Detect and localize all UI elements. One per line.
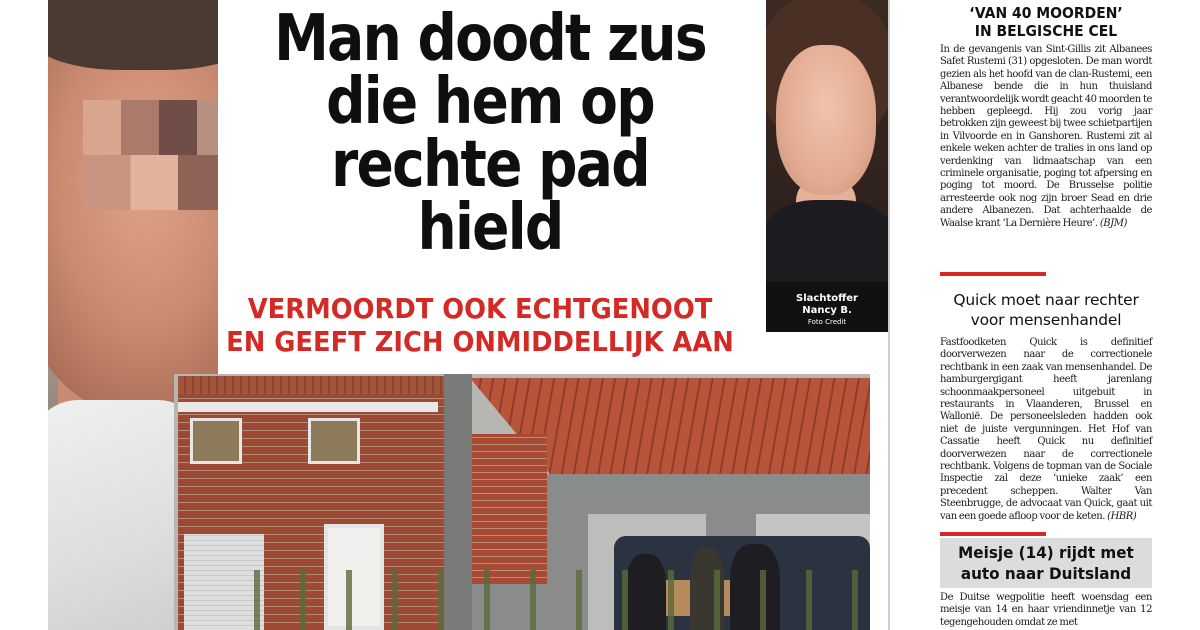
article-title: Meisje (14) rijdt met auto naar Duitsland <box>958 543 1134 583</box>
article-credit: (BJM) <box>1099 217 1127 229</box>
headline-line: rechte pad hield <box>331 128 649 265</box>
crime-scene-photo <box>174 374 870 630</box>
main-subheadline <box>222 292 737 358</box>
subhead-line: EN GEEFT ZICH ONMIDDELLIJK AAN <box>226 325 734 358</box>
article-body: Fastfoodketen Quick is definitief doorverwezen naar de correctionele rechtbank in een zaak van mensenhandel. De hamburgergigant heeft jarenlang schoonmaakpersoneel uitgebuit in restaurants in Vlaanderen, Brussel en Wallonië. De personeelsleden hadden ook niet de juiste vergunningen. Het Hof van Cassatie heeft Quick nu definitief doorverwezen naar de correctionele rechtbank. Volgens de topman van de Sociale Inspectie zal deze ‘unieke zaak’ een precedent scheppen. Walter Van Steenbrugge, de advocaat van Quick, gaat uit van een goede afloop voor de keten. (HBR) <box>940 337 1152 522</box>
section-rule <box>940 532 1046 536</box>
section-rule <box>940 272 1046 276</box>
article-credit: (HBR) <box>1107 510 1137 522</box>
headline-line: Man doodt zus <box>274 2 706 76</box>
caption-label: Slachtoffer <box>796 293 858 304</box>
article-body: De Duitse wegpolitie heeft woensdag een meisje van 14 en haar vriendinnetje van 12 tegengehouden omdat ze met <box>940 592 1152 628</box>
subhead-line: VERMOORDT OOK ECHTGENOOT <box>247 292 713 325</box>
article-title: ‘VAN 40 MOORDEN’ IN BELGISCHE CEL <box>969 4 1123 40</box>
article-title: Quick moet naar rechter voor mensenhandel <box>953 291 1139 329</box>
sidebar-article-girl-driver <box>940 542 1152 629</box>
headline-line: die hem op <box>326 65 654 139</box>
column-divider <box>888 0 890 630</box>
sidebar-article-quick <box>940 290 1152 523</box>
victim-caption <box>766 282 888 332</box>
sidebar-article-prison <box>940 4 1152 230</box>
photo-credit: Foto Credit <box>807 318 847 326</box>
article-body: In de gevangenis van Sint-Gillis zit Albanees Safet Rustemi (31) opgesloten. De man wordt gezien als het hoofd van de clan-Rustemi, een Albanese bende die in hun thuisland verantwoordelijk wordt geacht 40 moorden te hebben gepleegd. Hij zou vorig jaar betrokken zijn geweest bij twee schietpartijen in Vilvoorde en in Ganshoren. Rustemi zit al enkele weken achter de tralies in ons land op verdenking van lidmaatschap van een criminele organisatie, poging tot afpersing en poging tot moord. De Brusselse politie arresteerde ook nog zijn broer Sead en drie andere Albanezen. Dat achterhaalde de Waalse krant ‘La Dernière Heure’. (BJM) <box>940 44 1152 229</box>
victim-photo <box>766 0 888 282</box>
main-headline <box>258 2 722 265</box>
caption-name: Nancy B. <box>802 305 852 316</box>
